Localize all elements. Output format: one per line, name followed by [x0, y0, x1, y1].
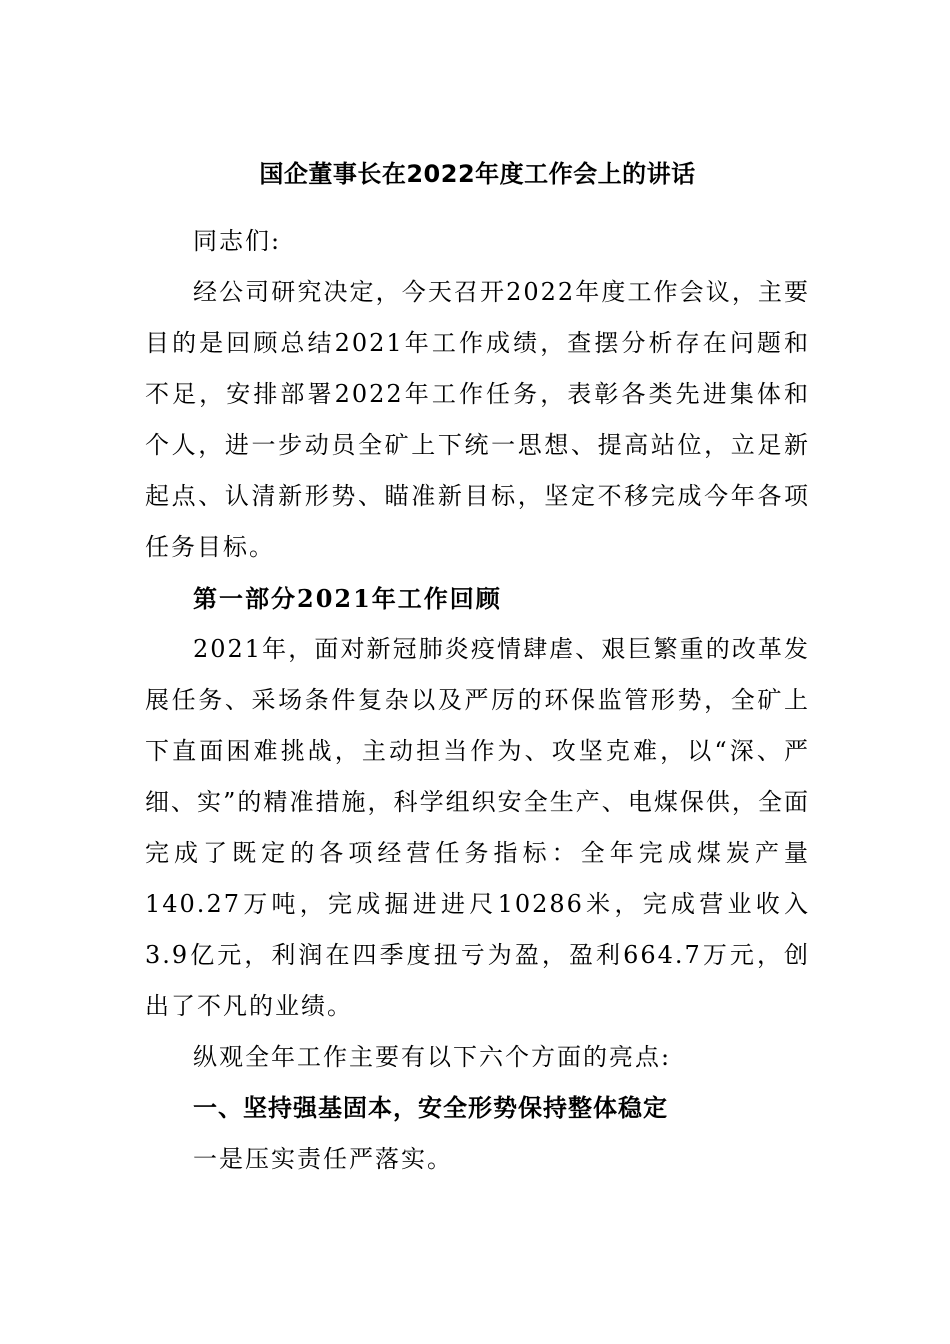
document-title: 国企董事长在2022年度工作会上的讲话 [259, 160, 696, 188]
section-heading: 第一部分2021年工作回顾 [193, 584, 502, 613]
intro-paragraph: 经公司研究决定，今天召开2022年度工作会议，主要目的是回顾总结2021年工作成绩，查摆分析存在问题和不足，安排部署2022年工作任务，表彰各类先进集体和个人，进一步动员全矿上下统一思想、提高站位，立足新起点、认清新形势、瞄准新目标，坚定不移完成今年各项任务目标。 [145, 278, 810, 561]
list-item: 一是压实责任严落实。 [193, 1145, 453, 1173]
document-page [145, 150, 810, 1185]
subheading: 一、坚持强基固本，安全形势保持整体稳定 [193, 1094, 668, 1122]
review-paragraph: 2021年，面对新冠肺炎疫情肆虐、艰巨繁重的改革发展任务、采场条件复杂以及严厉的环保监管形势，全矿上下直面困难挑战，主动担当作为、攻坚克难，以“深、严细、实”的精准措施，科学组织安全生产、电煤保供，全面完成了既定的各项经营任务指标：全年完成煤炭产量140.27万吨，完成掘进进尺10286米，完成营业收入3.9亿元，利润在四季度扭亏为盈，盈利664.7万元，创出了不凡的业绩。 [145, 635, 810, 1020]
highlights-intro: 纵观全年工作主要有以下六个方面的亮点: [193, 1043, 672, 1071]
salutation: 同志们: [193, 227, 282, 255]
